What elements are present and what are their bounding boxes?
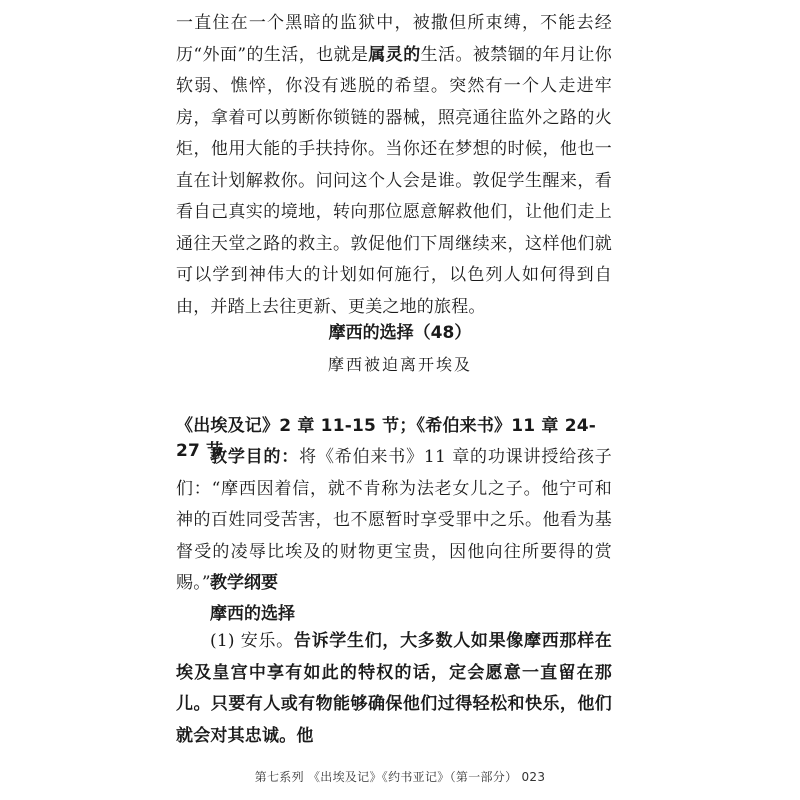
section-heading: 摩西的选择 — [210, 604, 295, 624]
outline-point — [176, 626, 612, 752]
intro-text-start: 一直住在一个黑暗的监狱中，被撒但所束缚，不能去经历“外面”的生活，也就是 — [176, 13, 612, 65]
intro-text-bold: 属灵的 — [368, 44, 421, 65]
lesson-title: 摩西的选择（48） — [328, 323, 472, 343]
page-footer: 第七系列 《出埃及记》《约书亚记》（第一部分） 023 — [254, 770, 546, 784]
lesson-subtitle: 摩西被迫离开埃及 — [327, 355, 472, 374]
scripture-reference: 《出埃及记》2 章 11-15 节；《希伯来书》11 章 24-27 节 — [176, 416, 597, 461]
point-text: 告诉学生们，大多数人如果像摩西那样在埃及皇宫中享有如此的特权的话，定会愿意一直留在那儿。只要有人或有物能够确保他们过得轻松和快乐，他们就会对其忠诚。他 — [176, 631, 612, 746]
teaching-aim-label: 教学目的： — [210, 447, 300, 467]
intro-paragraph — [176, 8, 612, 323]
teaching-aim-text: 将《希伯来书》11 章的功课讲授给孩子们：“摩西因着信，就不肯称为法老女儿之子。他宁可和神的百姓同受苦害，也不愿暂时享受罪中之乐。他看为基督受的凌辱比埃及的财物更宝贵，因他向往所要得的赏赐。” — [176, 447, 612, 593]
intro-text-end: 生活。被禁锢的年月让你软弱、憔悴，你没有逃脱的希望。突然有一个人走进牢房，拿着可以剪断你锁链的器械，照亮通往监外之路的火炬，他用大能的手扶持你。当你还在梦想的时候，他也一直在计划解救你。问问这个人会是谁。敦促学生醒来，看看自己真实的境地，转向那位愿意解救他们，让他们走上通往天堂之路的救主。敦促他们下周继续来，这样他们就可以学到神伟大的计划如何施行，以色列人如何得到自由，并踏上去往更新、更美之地的旅程。 — [176, 44, 612, 317]
point-label: (1) 安乐。 — [210, 631, 294, 651]
outline-heading: 教学纲要 — [210, 573, 278, 593]
